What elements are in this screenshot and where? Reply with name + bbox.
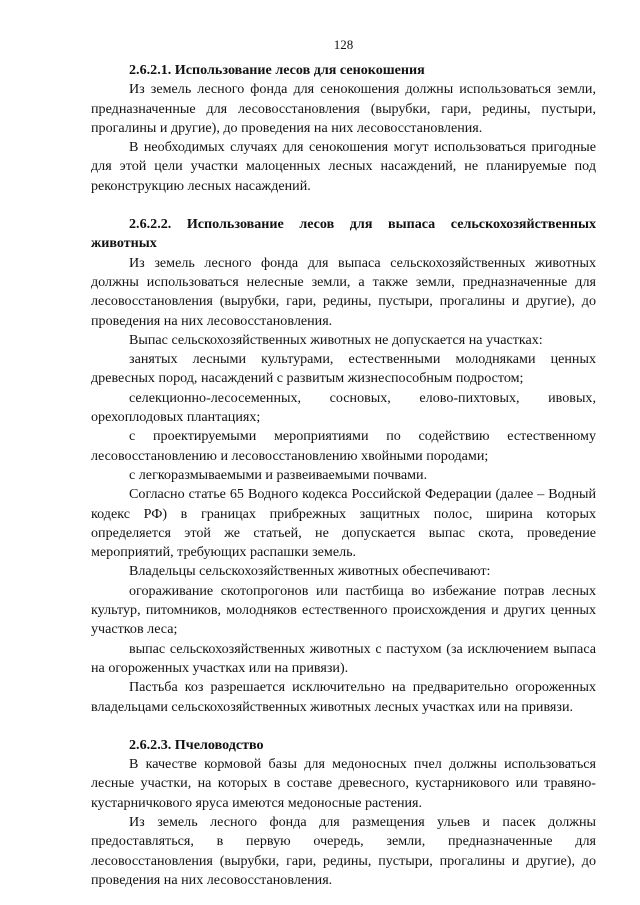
section-vypas [91, 215, 596, 717]
section-title: 2.6.2.3. Пчеловодство [129, 736, 264, 753]
section-spacer [91, 196, 596, 215]
page-number: 128 [333, 37, 354, 52]
document-page [91, 37, 596, 890]
paragraph: Из земель лесного фонда для размещения ульев и пасек должны предоставляться, в первую очередь, земли, предназначенные для лесовосстановления (вырубки, гари, редины, пустыри, прогалины и другие), до проведения на них лесовосстановления. [91, 813, 596, 888]
paragraph: Пастьба коз разрешается исключительно на предварительно огороженных владельцами сельскохозяйственных животных лесных участках или на привязи. [91, 679, 596, 715]
paragraph: с легкоразмываемыми и развеиваемыми почвами. [129, 466, 428, 483]
paragraph: с проектируемыми мероприятиями по содействию естественному лесовосстановлению и лесовосстановлению хвойными породами; [91, 428, 596, 464]
section-title: 2.6.2.1. Использование лесов для сенокошения [129, 62, 425, 78]
section-sena [91, 61, 596, 196]
paragraph: огораживание скотопрогонов или пастбища во избежание потрав лесных культур, питомников, молодняков естественного происхождения и других ценных участков леса; [91, 582, 596, 638]
paragraph: Из земель лесного фонда для выпаса сельскохозяйственных животных должны использоваться нелесные земли, а также земли, предназначенные для лесовосстановления (вырубки, гари, редины, пустыри, прогалины и другие), до проведения на них лесовосстановления. [91, 254, 596, 329]
paragraph: Выпас сельскохозяйственных животных не допускается на участках: [129, 331, 543, 348]
paragraph: занятых лесными культурами, естественными молодняками ценных древесных пород, насаждений с развитым жизнеспособным подростом; [91, 351, 596, 387]
paragraph: селекционно-лесосеменных, сосновых, елово-пихтовых, ивовых, орехоплодовых плантациях; [91, 389, 596, 426]
paragraph: выпас сельскохозяйственных животных с пастухом (за исключением выпаса на огороженных участках или на привязи). [91, 640, 596, 676]
section-spacer [91, 717, 596, 736]
section-pchelovodstvo [91, 736, 596, 890]
paragraph: Из земель лесного фонда для сенокошения должны использоваться земли, предназначенные для лесовосстановления (вырубки, гари, редины, пустыри, прогалины и другие), до проведения на них лесовосстановления. [91, 81, 596, 136]
section-title: 2.6.2.2. Использование лесов для выпаса сельскохозяйственных животных [91, 216, 596, 252]
paragraph: Владельцы сельскохозяйственных животных обеспечивают: [129, 563, 491, 580]
paragraph: Согласно статье 65 Водного кодекса Российской Федерации (далее – Водный кодекс РФ) в границах прибрежных защитных полос, ширина которых определяется этой же статьей, не допускается выпас скота, проведение мероприятий, требующих распашки земель. [91, 486, 596, 561]
paragraph: В качестве кормовой базы для медоносных пчел должны использоваться лесные участки, на которых в составе древесного, кустарникового или травяно-кустарничкового яруса имеются медоносные растения. [91, 756, 596, 811]
paragraph: В необходимых случаях для сенокошения могут использоваться пригодные для этой цели участки малоценных лесных насаждений, не планируемые под реконструкцию лесных насаждений. [91, 139, 596, 194]
